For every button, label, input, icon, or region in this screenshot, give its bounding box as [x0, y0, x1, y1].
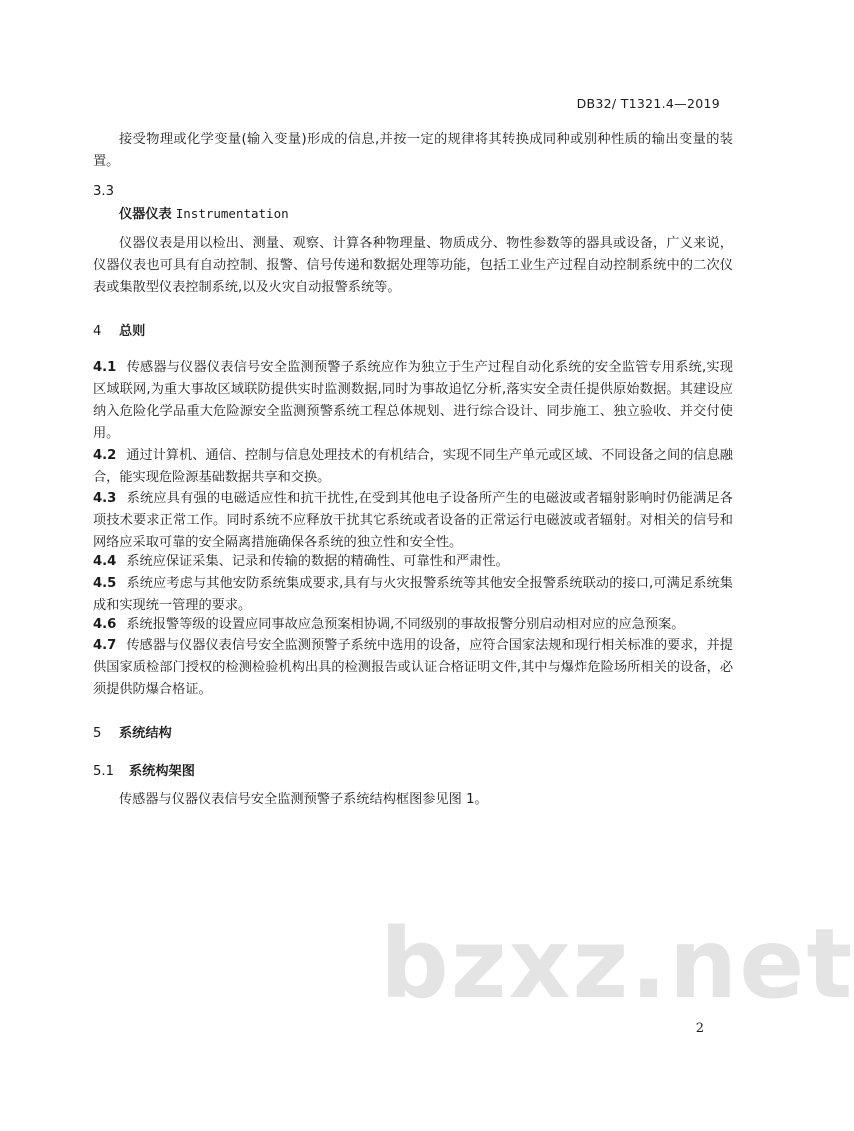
clause-number: 4.5 [93, 576, 117, 591]
clause-4-7 [93, 635, 733, 701]
clause-text: 系统应保证采集、记录和传输的数据的精确性、可靠性和严肃性。 [126, 554, 509, 569]
figure-reference-text: 传感器与仪器仪表信号安全监测预警子系统结构框图参见图 1。 [119, 792, 488, 807]
clause-number: 4.6 [93, 617, 117, 632]
section-heading-4 [93, 320, 145, 339]
clause-text: 系统应具有强的电磁适应性和抗干扰性,在受到其他电子设备所产生的电磁波或者辐射影响时仍能满足各项技术要求正常工作。同时系统不应释放干扰其它系统或者设备的正常运行电磁波或者辐射。对相关的信号和网络应采取可靠的安全隔离措施确保各系统的独立性和安全性。 [93, 491, 733, 550]
clause-4-4 [93, 551, 733, 573]
page-number: 2 [695, 1021, 704, 1036]
clause-text: 传感器与仪器仪表信号安全监测预警子系统中选用的设备，应符合国家法规和现行相关标准的要求，并提供国家质检部门授权的检测检验机构出具的检测报告或认证合格证明文件,其中与爆炸危险场所相关的设备，必须提供防爆合格证。 [93, 638, 733, 697]
clause-text: 传感器与仪器仪表信号安全监测预警子系统应作为独立于生产过程自动化系统的安全监管专用系统,实现区域联网,为重大事故区域联防提供实时监测数据,同时为事故追忆分析,落实安全责任提供原始数据。其建设应纳入危险化学品重大危险源安全监测预警系统工程总体规划、进行综合设计、同步施工、独立验收、并交付使用。 [93, 360, 733, 441]
clause-number: 4.2 [93, 448, 117, 463]
clause-4-1 [93, 357, 733, 445]
term-instrumentation [119, 203, 289, 226]
clause-text: 系统应考虑与其他安防系统集成要求,具有与火灾报警系统等其他安全报警系统联动的接口,可满足系统集成和实现统一管理的要求。 [93, 576, 733, 613]
subsection-number: 5.1 [93, 764, 114, 779]
definition-3-2: 接受物理或化学变量(输入变量)形成的信息,并按一定的规律将其转换成同种或别种性质的输出变量的装置。 [93, 132, 733, 169]
clause-4-5 [93, 573, 733, 617]
clause-number-3-3: 3.3 [93, 184, 114, 199]
section-title: 系统结构 [119, 726, 172, 741]
definition-3-3: 仪器仪表是用以检出、测量、观察、计算各种物理量、物质成分、物性参数等的器具或设备，广义来说，仪器仪表也可具有自动控制、报警、信号传递和数据处理等功能，包括工业生产过程自动控制系统中的二次仪表或集散型仪表控制系统,以及火灾自动报警系统等。 [93, 236, 733, 295]
subsection-title: 系统构架图 [129, 764, 195, 779]
section-number: 4 [93, 324, 102, 339]
clause-number: 4.3 [93, 491, 117, 506]
section-number: 5 [93, 726, 102, 741]
term-en: Instrumentation [175, 206, 289, 221]
clause-4-2 [93, 445, 733, 489]
clause-text: 通过计算机、通信、控制与信息处理技术的有机结合，实现不同生产单元或区域、不同设备之间的信息融合，能实现危险源基础数据共享和交换。 [93, 448, 733, 485]
clause-text: 系统报警等级的设置应同事故应急预案相协调,不同级别的事故报警分别启动相对应的应急预案。 [126, 617, 685, 632]
clause-number: 4.1 [93, 360, 117, 375]
section-heading-5 [93, 722, 172, 741]
term-cn: 仪器仪表 [119, 207, 172, 222]
clause-4-3 [93, 488, 733, 554]
clause-4-6 [93, 614, 733, 636]
subsection-heading-5-1 [93, 760, 195, 779]
clause-number: 4.4 [93, 554, 117, 569]
standard-code: DB32/ T1321.4—2019 [576, 96, 720, 111]
section-title: 总则 [119, 324, 146, 339]
watermark: bzxz.net [380, 908, 854, 1020]
clause-number: 4.7 [93, 638, 117, 653]
